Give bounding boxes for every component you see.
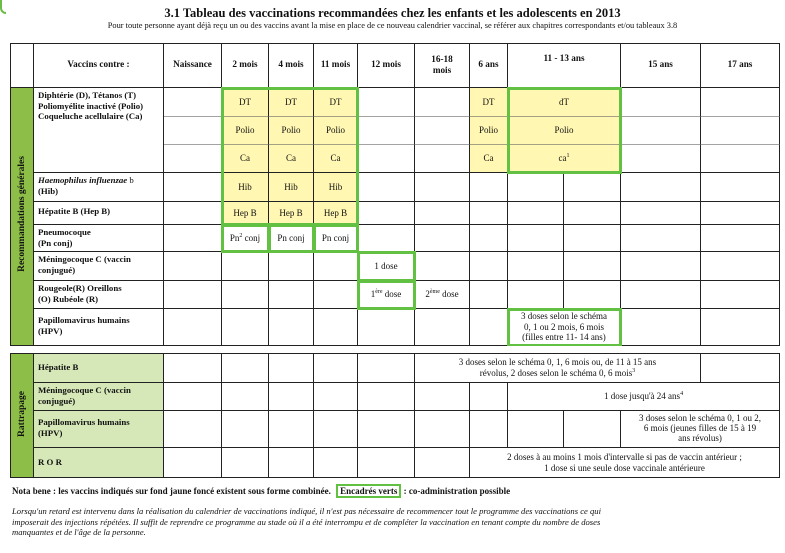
rattrapage-ror-schedule-line2: 1 dose si une seule dose vaccinale antérieure <box>544 462 705 473</box>
footnote-4: 4 <box>680 391 684 398</box>
header-col-4mois: 4 mois <box>269 43 314 88</box>
cell-hpv-6ans <box>470 309 508 346</box>
footnote-2: 2 <box>239 232 243 239</box>
rattrapage-hepb-2mois <box>222 354 269 383</box>
rattrapage-hpv-11mois <box>314 411 358 448</box>
cell-hpv-11-13ans-line3: (filles entre 11- 14 ans) <box>522 332 606 343</box>
cell-hpv-11-13ans-line1: 3 doses selon le schéma <box>521 311 607 322</box>
cell-dt-4mois: DT <box>285 96 297 107</box>
row-label-hib <box>34 173 164 202</box>
dtp-subrow-line-1 <box>164 116 780 117</box>
cell-ror-12mois-sup: ère <box>375 289 383 296</box>
cell-dt-2mois: DT <box>239 96 251 107</box>
cell-hpv-11mois <box>314 309 358 346</box>
cell-hpv-naissance <box>164 309 222 346</box>
cell-hpv-17ans <box>701 309 780 346</box>
rattrapage-hpv-2mois <box>222 411 269 448</box>
header-col-15ans: 15 ans <box>621 43 701 88</box>
rattrapage-hpv-11-13ans-a <box>508 411 564 448</box>
rattrapage-label-hepb: Hépatite B <box>34 354 164 383</box>
cell-pneumo-2mois <box>222 225 269 252</box>
cell-menc-naissance <box>164 252 222 281</box>
rattrapage-menc-schedule <box>508 383 780 411</box>
cell-pneumo-2mois-text <box>230 233 260 244</box>
rattrapage-ror-schedule-line1: 2 doses à au moins 1 mois d'intervalle si pas de vaccin antérieur ; <box>507 451 742 462</box>
rattrapage-ror-11mois <box>314 448 358 478</box>
header-col-naissance: Naissance <box>164 43 222 88</box>
legend-green-box: Encadrés verts <box>336 484 401 498</box>
cell-hpv-4mois <box>269 309 314 346</box>
cell-menc-17ans <box>701 252 780 281</box>
retard-note-line1: Lorsqu'un retard est intervenu dans la réalisation du calendrier de vaccinations indiqué, il n'est pas nécessaire de recommencer tout le programme des vaccinations ce qui <box>12 506 601 516</box>
cell-ror-naissance <box>164 281 222 309</box>
cell-hepb-15ans <box>621 202 701 225</box>
rattrapage-label-hpv-line2: (HPV) <box>38 427 63 438</box>
cell-hepb-2mois: Hep B <box>222 202 269 225</box>
row-label-hib-line2: (Hib) <box>38 185 59 196</box>
cell-hib-16-18mois <box>415 173 470 202</box>
rattrapage-ror-schedule <box>470 448 780 478</box>
row-label-ror-line2: (O) Rubéole (R) <box>38 293 99 304</box>
cell-menc-11mois <box>314 252 358 281</box>
row-label-hib-latin: Haemophilus influenzae <box>38 175 128 185</box>
footnote-1: 1 <box>566 152 570 159</box>
retard-note <box>12 506 782 538</box>
row-label-menc-line2: conjugué) <box>38 264 76 275</box>
rattrapage-hpv-11-13ans-b <box>564 411 621 448</box>
cell-pneumo-15ans <box>621 225 701 252</box>
row-label-dtp-line3: Coqueluche acellulaire (Ca) <box>38 111 143 122</box>
section-separator <box>10 346 780 353</box>
cell-hpv-11-13ans-line2: 0, 1 ou 2 mois, 6 mois <box>523 321 604 332</box>
row-label-pneumo-line1: Pneumocoque <box>38 227 91 237</box>
rattrapage-hpv-schedule-line3: ans révolus) <box>678 432 722 443</box>
rattrapage-menc-4mois <box>269 383 314 411</box>
rattrapage-label-hpv-line1: Papillomavirus humains <box>38 417 130 427</box>
rattrapage-hepb-schedule-line2-text: révolus, 2 doses selon le schéma 0, 6 mois <box>479 368 633 378</box>
row-label-menc <box>34 252 164 281</box>
cell-ca-11-13ans-text: ca <box>558 152 567 163</box>
header-col-11-13ans: 11 - 13 ans <box>508 43 621 88</box>
cell-menc-11-13ans-b <box>564 252 621 281</box>
rattrapage-hpv-12mois <box>358 411 415 448</box>
rattrapage-hpv-schedule <box>621 411 780 448</box>
cell-ror-12mois <box>358 281 415 309</box>
cell-ror-12mois-num: 1 <box>370 289 376 300</box>
rattrapage-menc-naissance <box>164 383 222 411</box>
cell-ror-16-18mois-sup: ème <box>429 289 440 296</box>
cell-dtp-15ans <box>621 88 701 173</box>
dtp-subrow-line-2 <box>164 144 780 145</box>
cell-menc-6ans <box>470 252 508 281</box>
cell-ror-2mois <box>222 281 269 309</box>
cell-pneumo-11mois: Pn conj <box>314 225 358 252</box>
rattrapage-menc-16-18mois <box>415 383 470 411</box>
cell-dtp-4mois <box>269 88 314 173</box>
cell-menc-16-18mois <box>415 252 470 281</box>
row-label-menc-line1: Méningocoque C (vaccin <box>38 254 131 264</box>
cell-hepb-naissance <box>164 202 222 225</box>
cell-dtp-11-13ans <box>508 88 621 173</box>
cell-ror-16-18mois-text <box>425 289 458 300</box>
cell-hepb-11-13ans-b <box>564 202 621 225</box>
rattrapage-hepb-4mois <box>269 354 314 383</box>
row-label-hpv <box>34 309 164 346</box>
cell-hpv-2mois <box>222 309 269 346</box>
cell-ror-4mois <box>269 281 314 309</box>
rattrapage-label-hpv <box>34 411 164 448</box>
cell-polio-11-13ans: Polio <box>554 124 574 135</box>
cell-ror-11-13ans-a <box>508 281 564 309</box>
page-title: 3.1 Tableau des vaccinations recommandées chez les enfants et les adolescents en 2013 <box>164 6 621 20</box>
cell-pneumo-16-18mois <box>415 225 470 252</box>
cell-ca-2mois: Ca <box>240 152 250 163</box>
cell-ca-4mois: Ca <box>286 152 296 163</box>
rattrapage-hpv-naissance <box>164 411 222 448</box>
cell-menc-2mois <box>222 252 269 281</box>
rattrapage-ror-12mois <box>358 448 415 478</box>
cell-pneumo-11-13ans-b <box>564 225 621 252</box>
cell-hepb-11mois: Hep B <box>314 202 358 225</box>
row-label-hpv-line2: (HPV) <box>38 325 63 336</box>
cell-dt-6ans: DT <box>482 96 495 107</box>
row-label-hib-b: b <box>127 175 134 185</box>
rattrapage-hpv-6ans <box>470 411 508 448</box>
row-label-pneumo-line2: (Pn conj) <box>38 237 73 248</box>
cell-dtp-12mois <box>358 88 415 173</box>
cell-dt-11mois: DT <box>329 96 342 107</box>
row-label-dtp-line2: Poliomyélite inactivé (Polio) <box>38 100 144 111</box>
row-label-hib-line1 <box>38 175 134 186</box>
cell-ror-16-18mois <box>415 281 470 309</box>
cell-ror-12mois-dose: dose <box>382 289 402 300</box>
cell-hpv-11-13ans <box>508 309 621 346</box>
rattrapage-ror-naissance <box>164 448 222 478</box>
cell-ror-16-18mois-num: 2 <box>425 289 430 300</box>
cell-dtp-16-18mois <box>415 88 470 173</box>
rattrapage-menc-schedule-text <box>604 391 683 402</box>
cell-ca-6ans: Ca <box>483 152 494 163</box>
legend-coadmin-text: : co-administration possible <box>401 486 511 496</box>
header-col-12mois: 12 mois <box>358 43 415 88</box>
cell-dT-11-13ans: dT <box>559 96 569 107</box>
cell-dtp-6ans <box>470 88 508 173</box>
row-label-dtp-line1: Diphtérie (D), Tétanos (T) <box>38 90 137 100</box>
cell-polio-11mois: Polio <box>325 124 345 135</box>
rattrapage-menc-schedule-main: 1 dose jusqu'à 24 ans <box>603 391 681 402</box>
cell-ror-6ans <box>470 281 508 309</box>
section-recommandations-label: Recommandations générales <box>17 156 27 272</box>
rattrapage-ror-4mois <box>269 448 314 478</box>
header-col-6ans: 6 ans <box>470 43 508 88</box>
cell-hib-11-13ans-b <box>564 173 621 202</box>
cell-hib-11-13ans-a <box>508 173 564 202</box>
cell-ror-17ans <box>701 281 780 309</box>
row-label-pneumo <box>34 225 164 252</box>
page-subtitle: Pour toute personne ayant déjà reçu un ou des vaccins avant la mise en place de ce nouveau calendrier vaccinal, se référer aux chapitres correspondants et/ou tableaux 3.8 <box>107 21 678 30</box>
cell-pneumo-17ans <box>701 225 780 252</box>
cell-pneumo-naissance <box>164 225 222 252</box>
header-col-17ans: 17 ans <box>701 43 780 88</box>
rattrapage-hepb-naissance <box>164 354 222 383</box>
cell-pneumo-11-13ans-a <box>508 225 564 252</box>
rattrapage-menc-11mois <box>314 383 358 411</box>
cell-hib-11mois: Hib <box>314 173 358 202</box>
cell-hpv-15ans <box>621 309 701 346</box>
cell-dtp-17ans <box>701 88 780 173</box>
cell-menc-12mois: 1 dose <box>358 252 415 281</box>
cell-hepb-17ans <box>701 202 780 225</box>
rattrapage-ror-16-18mois <box>415 448 470 478</box>
vaccination-table <box>10 43 780 478</box>
retard-note-line3: manquantes et de l'âge de la personne. <box>12 527 146 538</box>
cell-hib-17ans <box>701 173 780 202</box>
cell-hib-4mois: Hib <box>269 173 314 202</box>
cell-hepb-11-13ans-a <box>508 202 564 225</box>
rattrapage-menc-12mois <box>358 383 415 411</box>
row-label-dtp <box>34 88 164 173</box>
row-label-hepb: Hépatite B (Hep B) <box>34 202 164 225</box>
cell-pneumo-2mois-conj: conj <box>242 232 261 243</box>
cell-ror-16-18mois-dose: dose <box>439 289 459 300</box>
header-col-16-18mois: 16-18 mois <box>415 43 470 88</box>
cell-hib-2mois: Hib <box>222 173 269 202</box>
header-vaccins-contre: Vaccins contre : <box>34 43 164 88</box>
cell-hib-6ans <box>470 173 508 202</box>
row-label-ror <box>34 281 164 309</box>
rattrapage-hepb-12mois <box>358 354 415 383</box>
row-label-ror-line1: Rougeole(R) Oreillons <box>38 283 122 293</box>
rattrapage-hpv-schedule-line1: 3 doses selon le schéma 0, 1 ou 2, <box>639 413 761 424</box>
section-rattrapage-label: Rattrapage <box>17 391 27 437</box>
cell-ca-11-13ans <box>559 153 570 164</box>
rattrapage-hpv-schedule-line2: 6 mois (jeunes filles de 15 à 19 <box>643 423 757 434</box>
cell-pneumo-12mois <box>358 225 415 252</box>
cell-hepb-4mois: Hep B <box>269 202 314 225</box>
row-label-hpv-line1: Papillomavirus humains <box>38 315 130 325</box>
rattrapage-menc-6ans <box>470 383 508 411</box>
cell-hepb-12mois <box>358 202 415 225</box>
rattrapage-hepb-11mois <box>314 354 358 383</box>
cell-dtp-naissance <box>164 88 222 173</box>
cell-polio-4mois: Polio <box>281 124 301 135</box>
cell-menc-11-13ans-a <box>508 252 564 281</box>
rattrapage-hpv-16-18mois <box>415 411 470 448</box>
header-blank <box>10 43 34 88</box>
cell-pneumo-6ans <box>470 225 508 252</box>
cell-ror-11-13ans-b <box>564 281 621 309</box>
rattrapage-label-menc <box>34 383 164 411</box>
cell-hib-naissance <box>164 173 222 202</box>
rattrapage-ror-2mois <box>222 448 269 478</box>
header-col-2mois: 2 mois <box>222 43 269 88</box>
footnote-3: 3 <box>632 368 636 374</box>
cell-menc-15ans <box>621 252 701 281</box>
cell-dtp-11mois <box>314 88 358 173</box>
rattrapage-hepb-schedule-line1: 3 doses selon le schéma 0, 1, 6 mois ou, de 11 à 15 ans <box>458 357 657 368</box>
cell-hib-15ans <box>621 173 701 202</box>
cell-polio-2mois: Polio <box>235 124 255 135</box>
cell-hepb-16-18mois <box>415 202 470 225</box>
rattrapage-hepb-schedule-line2 <box>480 368 635 379</box>
cell-hpv-16-18mois <box>415 309 470 346</box>
nota-bene <box>12 484 782 498</box>
rattrapage-label-menc-line1: Méningocoque C (vaccin <box>38 385 131 395</box>
rattrapage-hepb-schedule <box>415 354 701 383</box>
cell-ror-15ans <box>621 281 701 309</box>
cell-dtp-2mois <box>222 88 269 173</box>
cell-pneumo-4mois: Pn conj <box>269 225 314 252</box>
header-col-11mois: 11 mois <box>314 43 358 88</box>
rattrapage-hpv-4mois <box>269 411 314 448</box>
cell-hepb-6ans <box>470 202 508 225</box>
cell-ror-11mois <box>314 281 358 309</box>
retard-note-line2: imposerait des injections répétées. Il suffit de reprendre ce programme au stade où il a été interrompu et de compléter la vaccination en tenant compte du nombre de doses <box>12 516 601 527</box>
cell-hpv-12mois <box>358 309 415 346</box>
cell-ca-11mois: Ca <box>330 152 341 163</box>
rattrapage-hepb-17ans <box>701 354 780 383</box>
cell-menc-4mois <box>269 252 314 281</box>
rattrapage-label-ror: R O R <box>34 448 164 478</box>
cell-polio-6ans: Polio <box>478 124 498 135</box>
nota-bene-text: Nota bene : les vaccins indiqués sur fond jaune foncé existent sous forme combinée. <box>12 486 331 496</box>
cell-ror-12mois-text <box>371 289 402 300</box>
cell-pneumo-2mois-pn: Pn <box>229 232 240 243</box>
rattrapage-label-menc-line2: conjugué) <box>38 395 76 406</box>
rattrapage-menc-2mois <box>222 383 269 411</box>
cell-hib-12mois <box>358 173 415 202</box>
